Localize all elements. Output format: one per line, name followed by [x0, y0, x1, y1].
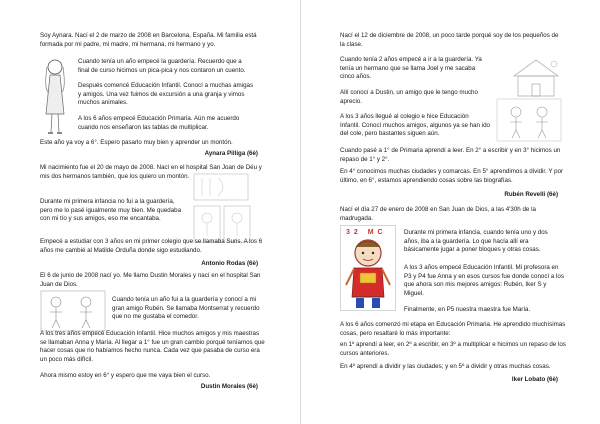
ruben-p4: A los 3 años llegué al colegio e hice Educación Infantil. Conocí muchos amigos, algunos ya se han ido del cole, pero bastantes siguen aún. [340, 113, 490, 138]
aynara-drawing [40, 58, 70, 138]
iker-p1: Nací el día 27 de enero de 2008 en San Juan de Dios, a las 4'30h de la madrugada. [340, 206, 536, 222]
iker-p3: A los 3 años empecé Educación Infantil. Mi profesora en P3 y P4 fue Anna y en esos cursos fue donde conocí a los que ahora son mis mejores amigos: Rubén, Iker S y Miguel. [404, 264, 564, 297]
iker-signature: Iker Lobato (6è) [511, 376, 558, 383]
ruben-p1: Nací el 12 de diciembre de 2008, un poco tarde porqué soy de los pequeños de la clase. [340, 32, 559, 48]
dustin-p1: El 6 de junio de 2008 nací yo. Me llamo Dustin Morales y nací en el hospital San Juan de Dios. [40, 272, 261, 288]
iker-p7: En 4º aprendí a dividir y las ciudades; y en 5º a dividir y otras muchas cosas. [340, 363, 551, 370]
ruben-signature: Rubén Revelli (6è) [504, 191, 558, 198]
ruben-drawing-house [508, 56, 564, 98]
antonio-p1: Mi nacimiento fue el 20 de mayo de 2008. Nací en el hospital San Joan de Déu y mis dos hermanos también, que los quiero un montón. [40, 164, 262, 180]
iker-p5: A los 6 años comenzó mi etapa en Educación Primaria. He aprendido muchísimas cosas, pero resaltaré lo más importante: [340, 321, 566, 337]
aynara-signature: Aynara Pilliga (6è) [204, 150, 258, 157]
ruben-p2: Cuando tenía 2 años empecé a ir a la guardería. Ya tenía un hermano que se llama Joel y me sacaba cinco años. [340, 56, 482, 81]
iker-p4: Finalmente, en P5 nuestra maestra fue María. [404, 306, 531, 313]
ruben-drawing-figure [496, 98, 562, 142]
antonio-signature: Antonio Rodas (6è) [201, 260, 258, 267]
aynara-p2: Después comencé Educación Infantil. Conocí a muchas amigas y amigos. Una vez fuimos de excursión a una granja y vimos muchos animales. [78, 82, 254, 107]
right-page [300, 0, 600, 424]
iker-drawing [340, 225, 396, 311]
ruben-p5: Cuando pasé a 1° de Primaria aprendí a leer. En 2° a escribir y en 3° hicimos un repaso de 1° y 2°. [340, 147, 561, 163]
iker-p2: Durante mi primera infancia, cuando tenía uno y dos años, iba a la guardería. Lo que hacía allí era básicamente jugar a poner bloques y otras cosas. [404, 229, 548, 254]
aynara-intro: Soy Aynara. Nací el 2 de marzo de 2008 en Barcelona, España. Mi familia está formada por mi padre, mi madre, mi hermana, mi hermano y yo. [40, 32, 257, 48]
antonio-p3: Empecé a estudiar con 3 años en mi primer colegio que se llamaba Suris. A los 6 años me cambié al Matilde Orduña donde sigo estudiando. [40, 238, 263, 254]
aynara-p4: Este año ya voy a 6°. Espero pasarlo muy bien y aprender un montón. [40, 139, 233, 146]
aynara-p3: A los 6 años empecé Educación Primaria. Aún me acuerdo cuando nos enseñaron las tablas de multiplicar. [78, 115, 240, 131]
iker-p6: en 1º aprendí a leer, en 2º a escribir, en 3º a multiplicar e hicimos un repaso de los cursos anteriores. [340, 341, 566, 357]
dustin-signature: Dustin Morales (6è) [200, 383, 258, 390]
dustin-p2: Cuando tenía un año fui a la guardería y conocí a mi gran amigo Rubén. Se llamaba Montserrat y recuerdo que no me gustaba el comedor. [112, 296, 260, 321]
dustin-p4: Ahora mismo estoy en 6° y espero que me vaya bien el curso. [40, 372, 211, 379]
dustin-p3: A los tres años empecé Educación Infantil. Hice muchos amigos y mis maestras se llamaban Anna y María. Al llegar a 1° fue un gran cambio porqué teníamos que hacer cosas que no habíamos hecho nunca. Cada vez que pasaba de curso era un poco más difícil. [40, 330, 265, 363]
antonio-p2: Durante mi primera infancia no fui a la guardería, pero me lo pasé igualmente muy bien. Me quedaba con mi tío y sus amigos, eso me encantaba. [40, 198, 182, 223]
ruben-p6: En 4° conocimos muchas ciudades y comarcas. En 5° aprendimos a dividir. Y por último, en 6°, estamos aprendiendo cosas sobre las biografías. [340, 168, 564, 184]
ruben-p3: Allí conocí a Dustin, un amigo que le tengo mucho aprecio. [340, 89, 478, 105]
iker-drawing-label: 32 MC [346, 229, 387, 236]
dustin-drawing [40, 290, 106, 332]
aynara-p1: Cuando tenía un año empecé la guardería. Recuerdo que a final de curso hicimos un pica-pica y nos contaron un cuento. [78, 58, 246, 74]
